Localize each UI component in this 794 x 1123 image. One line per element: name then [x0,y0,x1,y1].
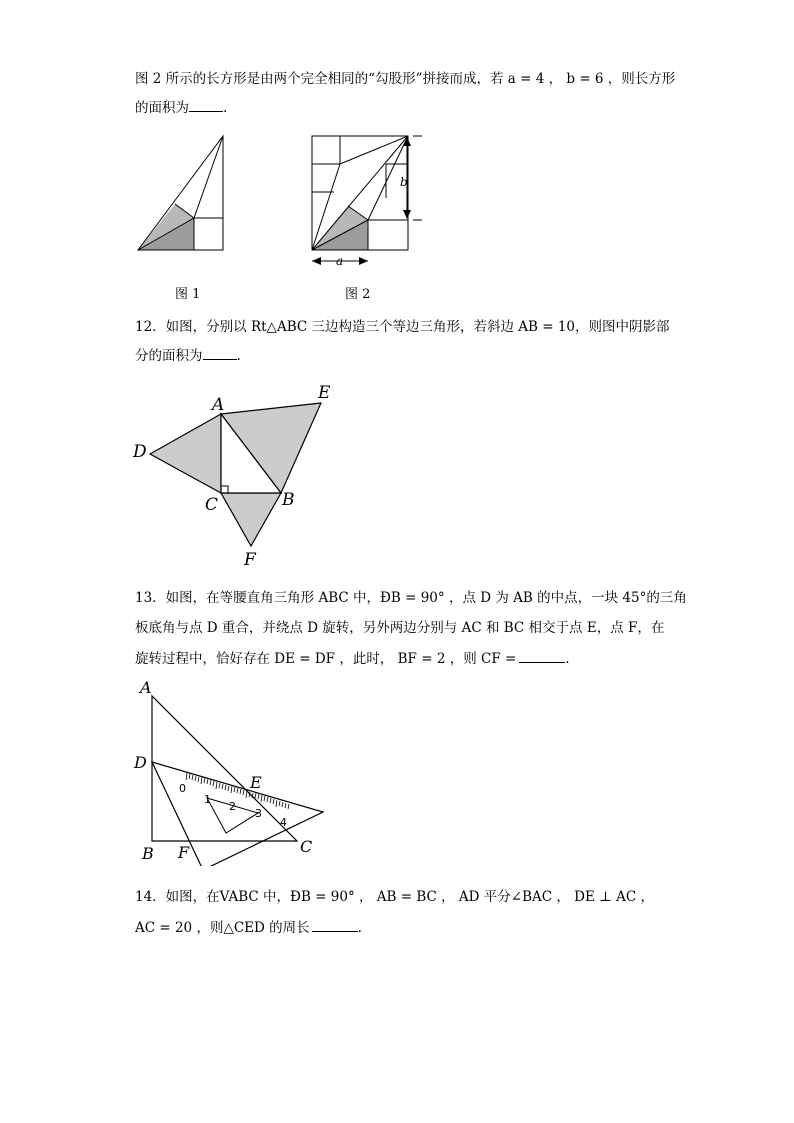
p13-line3-end: . [565,651,570,667]
p12-line2 [135,347,241,365]
p14-line2-end: . [357,920,362,936]
p13-line2: 板底角与点 D 重合，并绕点 D 旋转，另外两边分别与 AC 和 BC 相交于点 E，点 F，在 [135,620,665,636]
p13-line3 [135,650,570,668]
answer-blank-11 [189,99,223,112]
answer-blank-12 [203,347,237,360]
p13-line3-text: 旋转过程中，恰好存在 DE = DF ，此时， BF = 2 ，则 CF = [135,651,517,667]
label-D: D [133,442,147,462]
fig1-caption: 图 1 [175,287,201,302]
ruler-ticks [186,773,289,809]
p12-line1: 12．如图，分别以 Rt△ABC 三边构造三个等边三角形，若斜边 AB = 10，则图中阴影部 [135,319,670,335]
p11-line1: 图 2 所示的长方形是由两个完全相同的“勾股形”拼接而成，若 a = 4 ， b = 6 ，则长方形 [135,71,676,87]
ruler-tick-3: 3 [255,807,262,820]
answer-blank-13 [519,650,565,663]
label-F: F [244,550,256,570]
figure-13 [130,676,335,866]
p14-line2-text: AC = 20 ，则△CED 的周长 [135,920,310,936]
ruler-tick-2: 2 [229,800,236,813]
fig2-label-a: a [336,254,344,268]
label-C-13: C [300,837,313,856]
triangle-ACD [150,414,221,493]
label-A-13: A [140,678,152,697]
label-B: B [282,490,295,510]
p14-line2 [135,919,362,937]
ruler-tick-0: 0 [179,782,186,795]
label-D-13: D [134,753,147,772]
p13-line1: 13．如图，在等腰直角三角形 ABC 中，ÐB = 90° ，点 D 为 AB 的中点，一块 45°的三角 [135,590,687,606]
p11-line2-end: . [223,100,228,116]
p12-line2-end: . [236,348,241,364]
label-E-13: E [250,773,262,792]
fig2-label-b: b [400,175,408,189]
label-E: E [318,383,331,403]
label-A: A [212,395,225,415]
ruler-tick-4: 4 [280,816,287,829]
p11-line2-text: 的面积为 [135,100,189,116]
fig2-caption: 图 2 [345,287,371,302]
triangle-BCF [221,493,281,546]
answer-blank-14 [312,919,358,932]
figure-2 [300,128,430,270]
label-B-13: B [142,844,154,863]
label-F-13: F [178,843,190,862]
figure-1 [130,130,230,260]
figure-12 [130,380,340,570]
p12-line2-text: 分的面积为 [135,348,203,364]
p14-line1: 14．如图，在VABC 中，ÐB = 90° ， AB = BC ， AD 平分∠BAC ， DE ⊥ AC ， [135,889,655,905]
ruler-tick-1: 1 [204,793,211,806]
label-C: C [205,495,219,515]
p11-line2 [135,99,227,117]
